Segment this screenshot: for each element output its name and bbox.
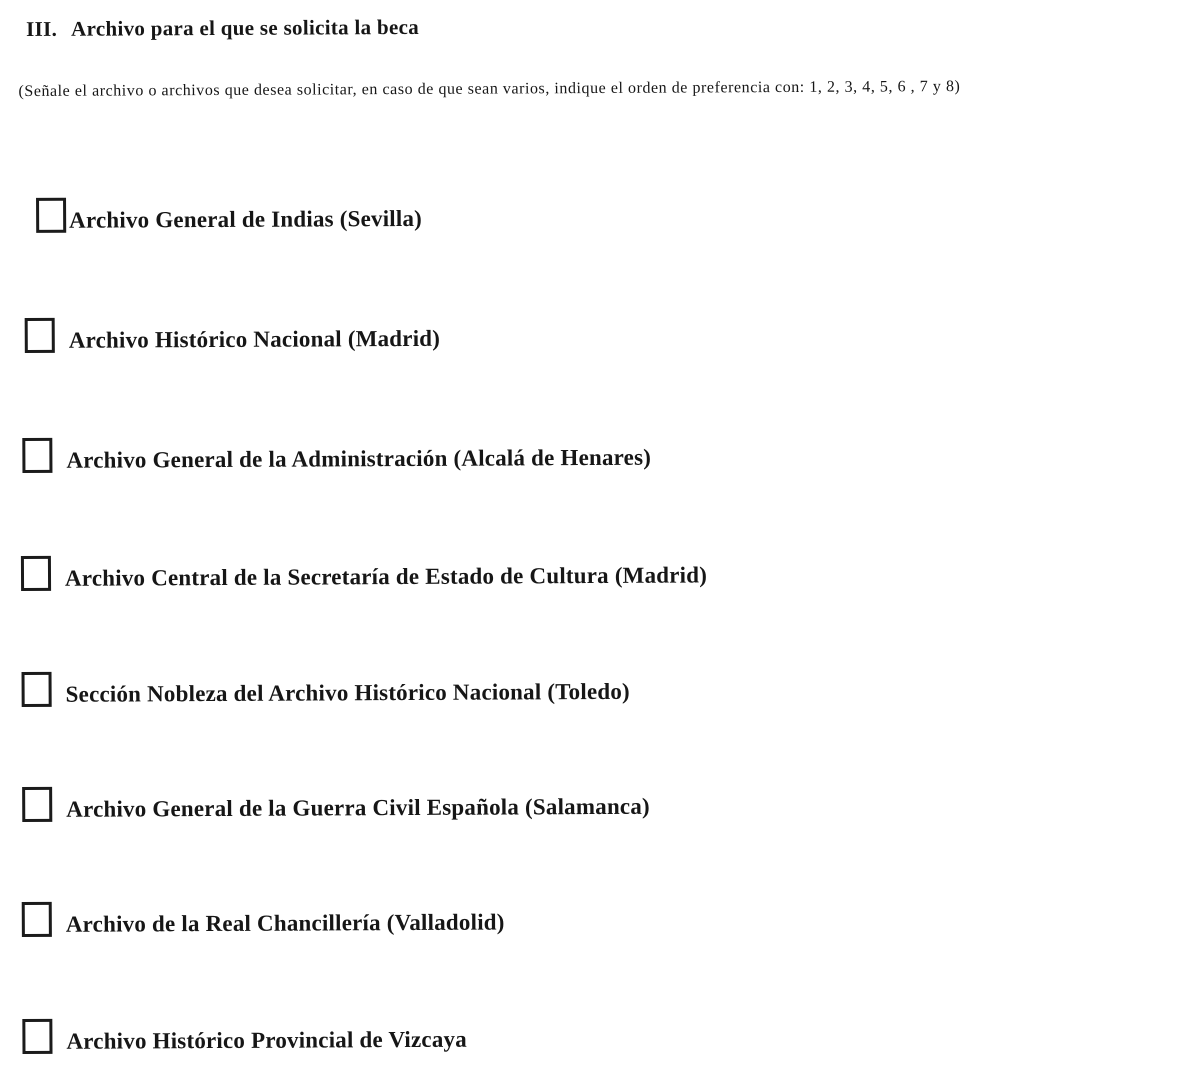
archive-option-row <box>5 896 1190 946</box>
archive-label: Archivo General de la Administración (Alcalá de Henares) <box>66 444 652 473</box>
preference-checkbox[interactable] <box>22 672 52 707</box>
section-number: III. <box>26 16 58 41</box>
archive-option-row <box>4 781 1190 831</box>
archive-options-list <box>1 192 1190 1063</box>
archive-label: Archivo Central de la Secretaría de Estado de Cultura (Madrid) <box>64 562 708 591</box>
preference-checkbox[interactable] <box>22 787 52 822</box>
archive-label: Archivo Histórico Nacional (Madrid) <box>68 325 441 353</box>
preference-checkbox[interactable] <box>25 318 55 353</box>
archive-option-row <box>5 1013 1190 1063</box>
section-title-text: Archivo para el que se solicita la beca <box>71 14 420 41</box>
preference-checkbox[interactable] <box>21 556 51 591</box>
archive-label: Archivo de la Real Chancillería (Valladolid) <box>65 909 505 937</box>
archive-label: Sección Nobleza del Archivo Histórico Nacional (Toledo) <box>65 678 630 707</box>
preference-checkbox[interactable] <box>22 902 52 937</box>
archive-option-row <box>3 550 1190 600</box>
archive-label: Archivo Histórico Provincial de Vizcaya <box>66 1026 467 1054</box>
preference-checkbox[interactable] <box>36 198 66 233</box>
preference-checkbox[interactable] <box>22 1019 52 1054</box>
preference-checkbox[interactable] <box>22 438 52 473</box>
archive-option-row <box>4 666 1190 716</box>
section-instructions: (Señale el archivo o archivos que desea solicitar, en caso de que sean varios, indique el orden de preferencia con: 1, 2, 3, 4, 5, 6 , 7 y 8) <box>18 78 961 101</box>
archive-label: Archivo General de Indias (Sevilla) <box>69 205 423 233</box>
archive-option-row <box>2 432 1190 482</box>
archive-option-row <box>2 312 1190 362</box>
archive-option-row <box>1 192 1190 242</box>
section-title <box>26 15 419 42</box>
archive-label: Archivo General de la Guerra Civil Española (Salamanca) <box>66 793 650 822</box>
